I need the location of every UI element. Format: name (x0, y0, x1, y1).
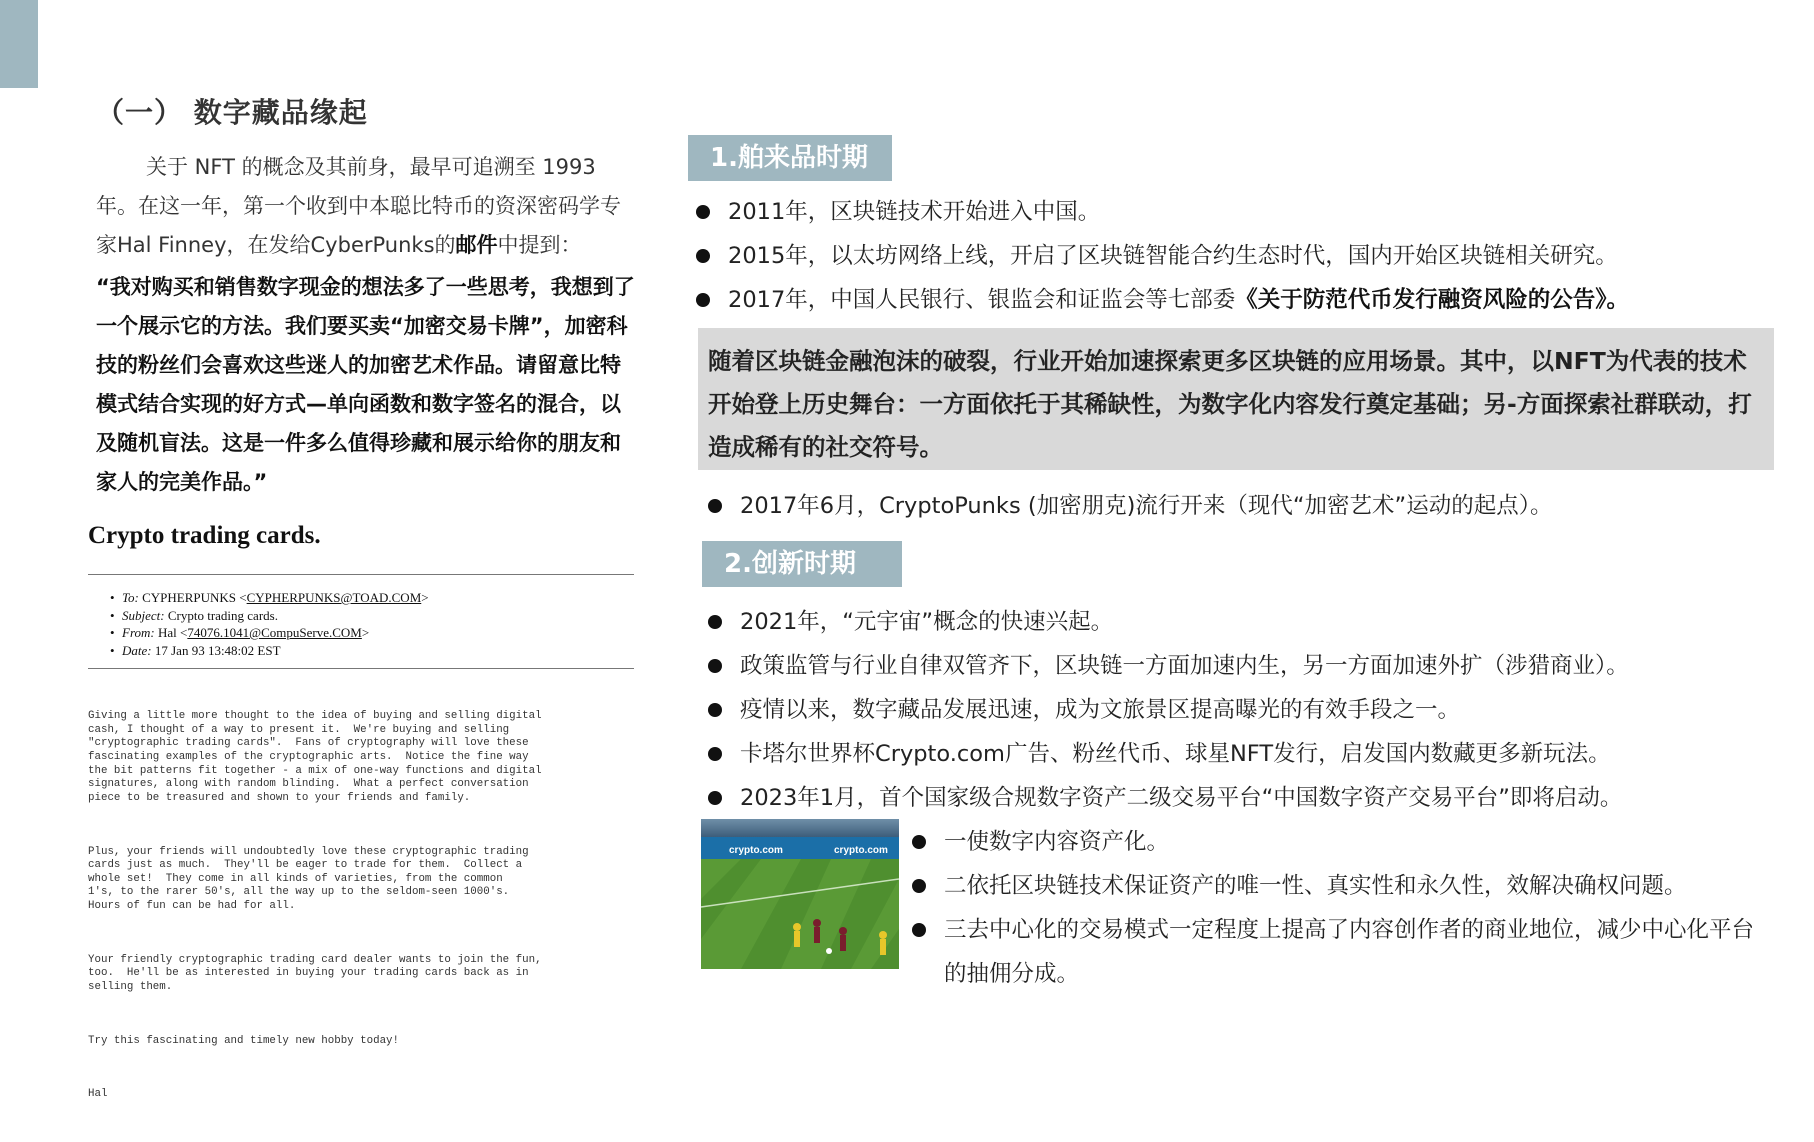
list-item: 一使数字内容资产化。 (910, 820, 1770, 864)
section-title: （一） 数字藏品缘起 (96, 96, 368, 129)
bullet-icon (708, 747, 722, 761)
bullet-icon (708, 703, 722, 717)
list-item: 2011年，区块链技术开始进入中国。 (694, 190, 1629, 234)
ad-board-text: crypto.com (834, 845, 888, 856)
list-item: 2023年1月，首个国家级合规数字资产二级交易平台“中国数字资产交易平台”即将启动。 (706, 776, 1629, 820)
email-body-paragraph: Your friendly cryptographic trading card dealer wants to join the fun, too. He'll be as interested in buying your trading cards back as in selling them. (88, 953, 542, 993)
period-1-list-continued (706, 484, 1552, 528)
email-from: • From: Hal <74076.1041@CompuServe.COM> (110, 624, 634, 642)
email-headers (88, 575, 634, 668)
period-1-list (694, 190, 1629, 322)
email-subject: • Subject: Crypto trading cards. (110, 607, 634, 625)
email-body (88, 669, 634, 1142)
ad-board-text: crypto.com (729, 845, 783, 856)
email-from-link[interactable]: 74076.1041@CompuServe.COM (187, 625, 362, 640)
bullet-icon (708, 659, 722, 673)
bullet-icon (696, 293, 710, 307)
list-item: 二依托区块链技术保证资产的唯一性、真实性和永久性，效解决确权问题。 (910, 864, 1770, 908)
hal-finney-quote: “我对购买和销售数字现金的想法多了一些思考，我想到了一个展示它的方法。我们要买卖“加密交易卡牌”，加密科技的粉丝们会喜欢这些迷人的加密艺术作品。请留意比特模式结合实现的好方式—单向函数和数字签名的混合，以及随机盲法。这是一件多么值得珍藏和展示给你的朋友和家人的完美作品。” (96, 275, 635, 494)
policy-title: 《关于防范代币发行融资风险的公告》。 (1235, 287, 1630, 313)
period-2-list (706, 600, 1629, 820)
list-item: 政策监管与行业自律双管齐下，区块链一方面加速内生，另一方面加速外扩（涉猎商业）。 (706, 644, 1629, 688)
period-2-label: 2.创新时期 (702, 541, 902, 587)
intro-bold-mail: 邮件 (455, 233, 498, 257)
list-item: 疫情以来，数字藏品发展迅速，成为文旅景区提高曝光的有效手段之一。 (706, 688, 1629, 732)
email-date: • Date: 17 Jan 93 13:48:02 EST (110, 642, 634, 660)
email-body-paragraph: Try this fascinating and timely new hobby today! (88, 1034, 400, 1047)
bullet-icon (912, 879, 926, 893)
email-body-paragraph: Plus, your friends will undoubtedly love these cryptographic trading cards just as much. They'll be eager to trade for them. Collect a whole set! They come in all kinds of varieties, from the common 1's, to the rarer 50's, all the way up to the seldom-seen 1000's. Hours of fun can be had for all. (88, 845, 529, 912)
list-item: 2017年，中国人民银行、银监会和证监会等七部委《关于防范代币发行融资风险的公告》。 (694, 278, 1629, 322)
list-item: 2015年，以太坊网络上线，开启了区块链智能合约生态时代，国内开始区块链相关研究。 (694, 234, 1629, 278)
email-to: • To: CYPHERPUNKS <CYPHERPUNKS@TOAD.COM> (110, 589, 634, 607)
bullet-icon (696, 205, 710, 219)
period-1-label: 1.舶来品时期 (688, 135, 892, 181)
intro-text-2: 中提到： (497, 233, 582, 257)
world-cup-photo (701, 819, 899, 969)
intro-text-1: 关于 NFT 的概念及其前身，最早可追溯至 1993 年。在这一年，第一个收到中本聪比特币的资深密码学专家Hal Finney，在发给CyberPunks的 (96, 155, 621, 257)
list-item: 卡塔尔世界杯Crypto.com广告、粉丝代币、球星NFT发行，启发国内数藏更多新玩法。 (706, 732, 1629, 776)
email-signature: Hal (88, 1088, 108, 1101)
email-screenshot (88, 522, 634, 1142)
list-item: 2021年，“元宇宙”概念的快速兴起。 (706, 600, 1629, 644)
bullet-icon (696, 249, 710, 263)
period-2-sub-list (910, 820, 1770, 996)
corner-accent-bar (0, 0, 38, 88)
bullet-icon (912, 835, 926, 849)
email-to-link[interactable]: CYPHERPUNKS@TOAD.COM (246, 590, 422, 605)
highlight-box: 随着区块链金融泡沫的破裂，行业开始加速探索更多区块链的应用场景。其中，以NFT为代表的技术开始登上历史舞台：一方面依托于其稀缺性，为数字化内容发行奠定基础；另-方面探索社群联动，打造成稀有的社交符号。 (698, 328, 1774, 470)
email-body-paragraph: Giving a little more thought to the idea of buying and selling digital cash, I thought of a way to present it. We're buying and selling "cryptographic trading cards". Fans of cryptography will love these fascinating examples of the cryptographic arts. Notice the fine way the bit patterns fit together - a mix of one-way functions and digital signatures, along with random blinding. What a perfect conversation piece to be treasured and shown to your friends and family. (88, 710, 542, 804)
email-heading: Crypto trading cards. (88, 522, 321, 549)
intro-paragraph (96, 148, 632, 265)
list-item: 三去中心化的交易模式一定程度上提高了内容创作者的商业地位，减少中心化平台的抽佣分成。 (910, 908, 1770, 996)
bullet-icon (708, 615, 722, 629)
list-item: 2017年6月，CryptoPunks (加密朋克)流行开来（现代“加密艺术”运动的起点）。 (706, 484, 1552, 528)
stadium-image (701, 819, 899, 969)
bullet-icon (912, 923, 926, 937)
bullet-icon (708, 499, 722, 513)
bullet-icon (708, 791, 722, 805)
